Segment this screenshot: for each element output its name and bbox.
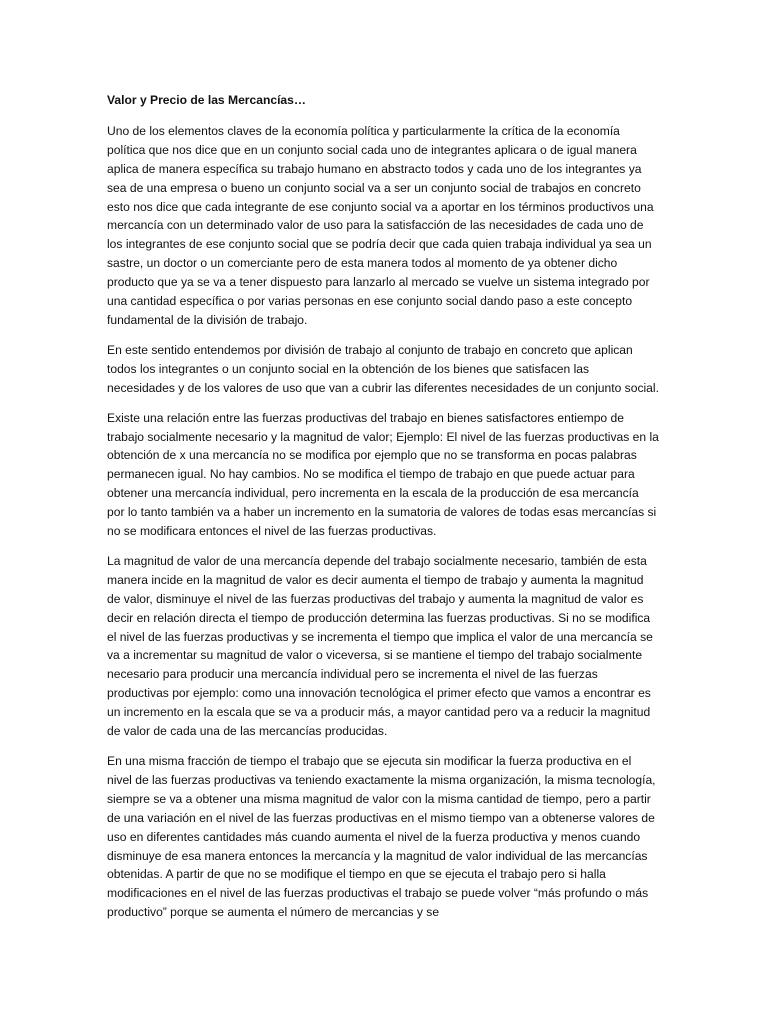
document-title: Valor y Precio de las Mercancías… bbox=[107, 93, 306, 107]
paragraph-fuerzas-productivas: Existe una relación entre las fuerzas productivas del trabajo en bienes satisfactores entiempo de trabajo socialmente necesario y la magnitud de valor; Ejemplo: El nivel de las fuerzas productivas en la obtención de x una mercancía no se modifica por ejemplo que no se transforma en pocas palabras permanecen igual. No hay cambios. No se modifica el tiempo de trabajo en que puede actuar para obtener una mercancía individual, pero incrementa en la escala de la producción de esa mercancía por lo tanto también va a haber un incremento en la sumatoria de valores de todas esas mercancías si no se modificara entonces el nivel de las fuerzas productivas. bbox=[107, 410, 659, 539]
document-body bbox=[107, 91, 659, 933]
paragraph-fraccion-de-tiempo: En una misma fracción de tiempo el trabajo que se ejecuta sin modificar la fuerza productiva en el nivel de las fuerzas productivas va teniendo exactamente la misma organización, la misma tecnología, siempre se va a obtener una misma magnitud de valor con la misma cantidad de tiempo, pero a partir de una variación en el nivel de las fuerzas productivas en el mismo tiempo van a obtenerse valores de uso en diferentes cantidades más cuando aumenta el nivel de la fuerza productiva y menos cuando disminuye de esa manera entonces la mercancía y la magnitud de valor individual de las mercancías obtenidas. A partir de que no se modifique el tiempo en que se ejecuta el trabajo pero si halla modificaciones en el nivel de las fuerzas productivas el trabajo se puede volver “más profundo o más productivo” porque se aumenta el número de mercancias y se bbox=[107, 754, 656, 920]
paragraph-division-de-trabajo: En este sentido entendemos por división de trabajo al conjunto de trabajo en concreto que aplican todos los integrantes o un conjunto social en la obtención de los bienes que satisfacen las necesidades y de los valores de uso que van a cubrir las diferentes necesidades de un conjunto social. bbox=[107, 342, 659, 395]
paragraph-economia-politica: Uno de los elementos claves de la economía política y particularmente la crítica de la economía política que nos dice que en un conjunto social cada uno de integrantes aplicara o de igual manera aplica de manera específica su trabajo humano en abstracto todos y cada uno de los integrantes ya sea de una empresa o bueno un conjunto social va a ser un conjunto social de trabajos en concreto esto nos dice que cada integrante de ese conjunto social va a aportar en los términos productivos una mercancía con un determinado valor de uso para la satisfacción de las necesidades de cada uno de los integrantes de ese conjunto social que se podría decir que cada quien trabaja individual ya sea un sastre, un doctor o un comerciante pero de esta manera todos al momento de ya obtener dicho producto que ya se va a tener dispuesto para lanzarlo al mercado se vuelve un sistema integrado por una cantidad específica o por varias personas en ese conjunto social dando paso a este concepto fundamental de la división de trabajo. bbox=[107, 123, 654, 327]
paragraph-magnitud-de-valor: La magnitud de valor de una mercancía depende del trabajo socialmente necesario, también de esta manera incide en la magnitud de valor es decir aumenta el tiempo de trabajo y aumenta la magnitud de valor, disminuye el nivel de las fuerzas productivas del trabajo y aumenta la magnitud de valor es decir en relación directa el tiempo de producción determina las fuerzas productivas. Si no se modifica el nivel de las fuerzas productivas y se incrementa el tiempo que implica el valor de una mercancía se va a incrementar su magnitud de valor o viceversa, si se mantiene el tiempo del trabajo socialmente necesario para producir una mercancía individual pero se incrementa el nivel de las fuerzas productivas por ejemplo: como una innovación tecnológica el primer efecto que vamos a encontrar es un incremento en la escala que se va a producir más, a mayor cantidad pero va a reducir la magnitud de valor de cada una de las mercancías producidas. bbox=[107, 553, 653, 739]
